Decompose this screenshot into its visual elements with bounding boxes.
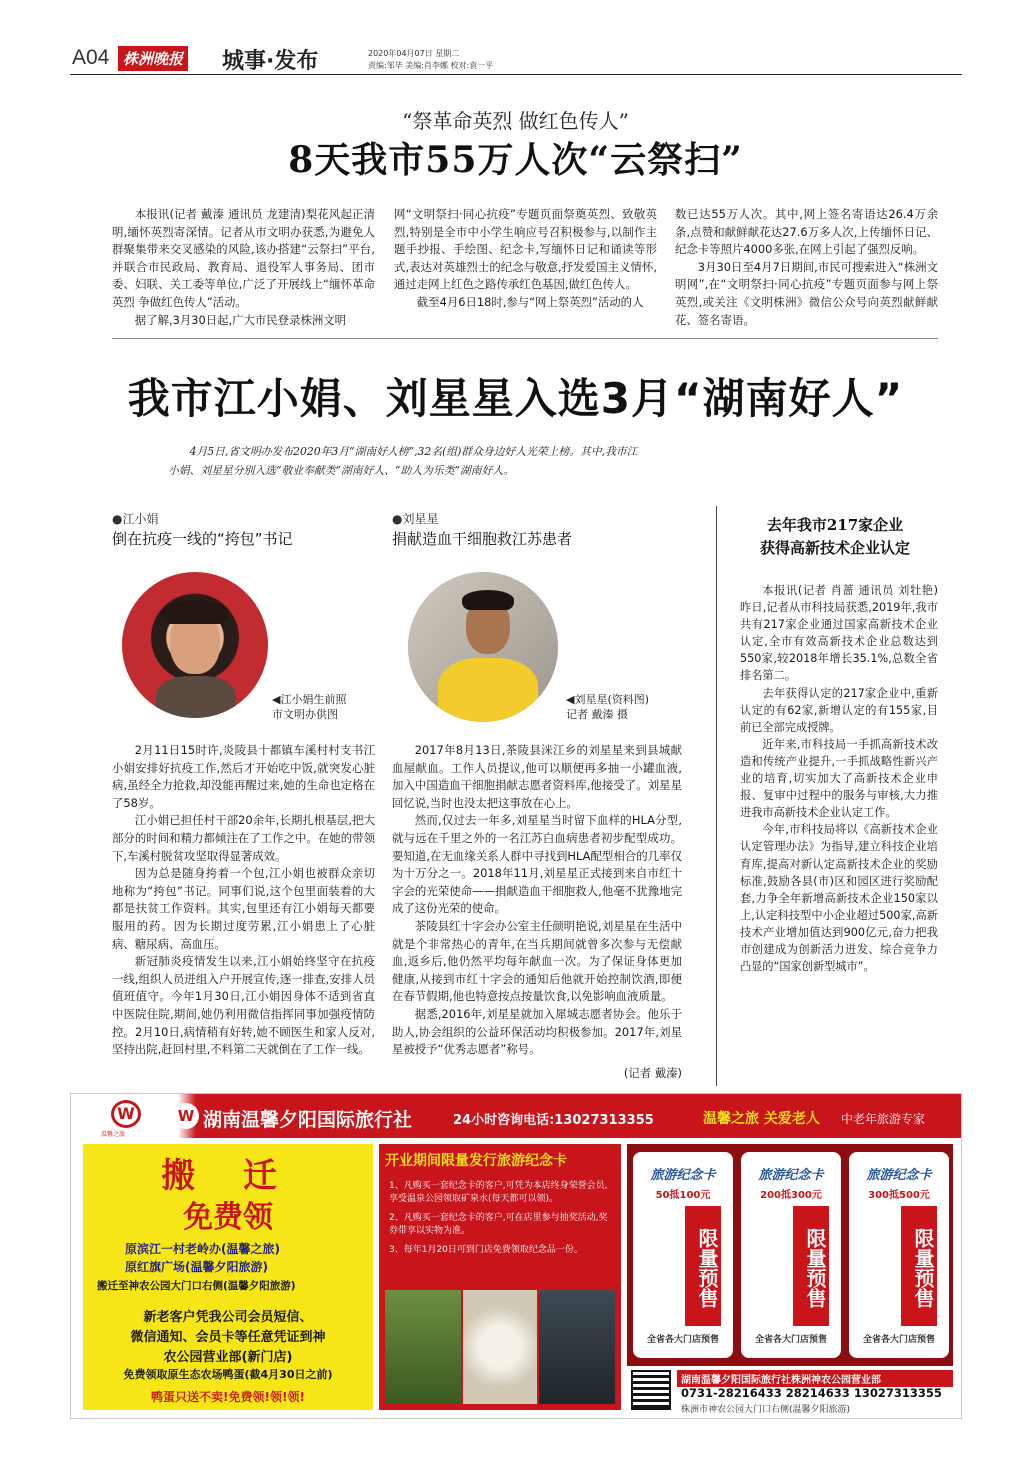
- list-item: 2、凡购买一套纪念卡的客户,可在店里参与抽奖活动,奖券带享以实物为准。: [389, 1213, 608, 1236]
- paragraph: 本报讯(记者 肖蔷 通讯员 刘牡艳)昨日,记者从市科技局获悉,2019年,我市共有217家企业通过国家高新技术企业认定,全市有效高新技术企业总数达到550家,较2018年增长35.1%,总数全省排名第二。: [740, 584, 938, 683]
- ad-card-label: 限量预售: [685, 1206, 721, 1326]
- ad-move-title: 搬 迁: [161, 1156, 295, 1196]
- ad-company: 湖南温馨夕阳国际旅行社: [203, 1109, 413, 1131]
- section-title: 城事·发布: [222, 49, 319, 74]
- ad-address: 株洲市神农公园大门口右侧(温馨夕阳旅游): [681, 1405, 851, 1415]
- paper-logo: 株洲晚报: [118, 46, 188, 71]
- article1-col3: [675, 206, 938, 329]
- list-item: 1、凡购买一套纪念卡的客户,可凭为本店终身荣誉会员,享受温泉公园领取矿泉水(每天都可以领)。: [389, 1181, 608, 1204]
- portrait-jiang-xiaojuan: [122, 572, 268, 718]
- ad-card-title: 旅游纪念卡: [758, 1168, 824, 1183]
- ad-slogan: 温馨之旅 关爱老人: [703, 1111, 820, 1127]
- paragraph: 数已达55万人次。其中,网上签名寄语达26.4万余条,点赞和献鲜献花达27.6万多人次,上传缅怀日记、纪念卡等照片4000多张,在网上引起了强烈反响。: [675, 207, 938, 257]
- paragraph: 据悉,2016年,刘星星就加入犀城志愿者协会。他乐于助人,协会组织的公益环保活动均积极参加。2017年,刘星星被授予“优秀志愿者”称号。: [392, 1006, 682, 1057]
- column-divider: [716, 506, 717, 1086]
- ad-card-title: 旅游纪念卡: [866, 1168, 932, 1183]
- ad-card-title: 开业期间限量发行旅游纪念卡: [385, 1153, 567, 1169]
- paragraph: 本报讯(记者 戴溱 通讯员 龙建清)梨花风起正清明,缅怀英烈寄深情。记者从市文明办获悉,为避免人群聚集带来交叉感染的风险,该办搭建“云祭扫”平台,并联合市民政局、教育局、退役军人事务局、团市委、妇联、关工委等单位,广泛了开展线上“缅怀革命英烈 争做红色传人”活动。: [112, 207, 375, 309]
- ad-notice-2: 微信通知、会员卡等任意凭证到神: [130, 1330, 326, 1345]
- page-number: A04: [72, 46, 110, 69]
- ad-photo-eggs: [385, 1290, 461, 1404]
- ad-logo-icon: W: [111, 1100, 141, 1128]
- ad-card-foot: 全省各大门店预售: [646, 1335, 719, 1345]
- paragraph: 3月30日至4月7日期间,市民可搜索进入“株洲文明网”,在“文明祭扫·同心抗疫”专题页面参与网上祭英烈,或关注《文明株洲》微信公众号向英烈献鲜献花、签名寄语。: [675, 259, 938, 327]
- paragraph: 去年获得认定的217家企业中,重新认定的有62家,新增认定的有155家,目前已全部完成授牌。: [740, 686, 938, 734]
- paragraph: 江小娟已担任村干部20余年,长期扎根基层,把大部分的时间和精力都倾注在了工作之中。在她的带领下,车溪村脱贫攻坚取得显著成效。: [112, 813, 375, 863]
- ad-photo-duck-eggs: [463, 1290, 537, 1404]
- profile-right-name: ●刘星星: [392, 512, 439, 526]
- ad-card: [849, 1152, 949, 1358]
- profile-left-name: ●江小娟: [112, 512, 159, 526]
- paragraph: 茶陵县红十字会办公室主任颜明艳说,刘星星在生活中就是个非常热心的青年,在当兵期间就曾多次参与无偿献血,返乡后,他仍然平均每年献血一次。为了保证身体更加健康,从接到市红十字会的通知后他就开始控制饮酒,即便在春节假期,他也特意按点按量饮食,以免影响血液质量。: [392, 918, 682, 1004]
- ad-card-label: 限量预售: [793, 1206, 829, 1326]
- ad-card-title: 旅游纪念卡: [650, 1168, 716, 1183]
- profile-left-subhead: 倒在抗疫一线的“挎包”书记: [112, 530, 293, 548]
- ad-company-logo: W: [173, 1103, 199, 1129]
- ad-notice-1: 新老客户凭我公司会员短信、: [143, 1310, 313, 1325]
- ad-notice-5: 鸭蛋只送不卖!免费领!领!领!: [151, 1390, 305, 1404]
- article3-body: [740, 582, 938, 975]
- ad-card-rules: [389, 1180, 615, 1263]
- paragraph: 据了解,3月30日起,广大市民登录株洲文明: [134, 312, 347, 327]
- ad-card: [741, 1152, 841, 1358]
- portrait-liu-xingxing: [408, 572, 558, 722]
- ad-card-foot: 全省各大门店预售: [754, 1335, 827, 1345]
- ad-tag: 中老年旅游专家: [841, 1112, 926, 1126]
- paragraph: 网“文明祭扫·同心抗疫”专题页面祭奠英烈、致敬英烈,特别是全市中小学生响应号召积极参与,以制作主题手抄报、手绘图、纪念卡,写缅怀日记和诵读等形式,表达对英雄烈士的纪念与敬意,抒发爱国主义情怀,通过走网上红色之路传承红色基因,做红色传人。: [394, 207, 657, 292]
- editor-credits: 责编:邹毕 美编:肖李娜 校对:袁一平: [368, 61, 494, 70]
- ad-card-foot: 全省各大门店预售: [862, 1335, 935, 1345]
- ad-photo-ducks: [539, 1290, 615, 1404]
- ad-card-label: 限量预售: [901, 1206, 937, 1326]
- article1-divider: [112, 338, 938, 339]
- ad-logo-text: 温馨之旅: [101, 1131, 126, 1138]
- ad-cards-area: [627, 1144, 953, 1366]
- masthead-rule: [70, 74, 962, 75]
- byline: (记者 戴溱): [623, 1065, 682, 1080]
- article3-headline: 去年我市217家企业 获得高新技术企业认定: [759, 516, 910, 557]
- ad-card-price: 200抵300元: [760, 1190, 822, 1201]
- ad-old-address-2: 原红旗广场(温馨夕阳旅游): [125, 1260, 268, 1274]
- paragraph: 然而,仅过去一年多,刘星星当时留下血样的HLA分型,就与远在千里之外的一名江苏白血病患者初步配型成功。要知道,在无血缘关系人群中寻找到HLA配型相合的几率仅为十万分之一。2018年11月,刘星星正式接到来自市红十字会的光荣使命——捐献造血干细胞救人,他毫不犹豫地完成了这份光荣的使命。: [392, 813, 682, 916]
- ad-notice-4: 免费领取原生态农场鸭蛋(截4月30日之前): [123, 1368, 333, 1381]
- ad-move-panel: [83, 1144, 373, 1410]
- paragraph: 2月11日15时许,炎陵县十都镇车溪村村支书江小娟安排好抗疫工作,然后才开始吃中饭,就突发心脏病,虽经全力抢救,却没能再醒过来,她的生命也定格在了58岁。: [112, 743, 375, 810]
- ad-notice-3: 农公园营业部(新门店): [163, 1350, 293, 1365]
- ad-card-price: 50抵100元: [655, 1190, 711, 1201]
- ad-card-panel: [379, 1144, 621, 1410]
- article1-kicker: “祭革命英烈 做红色传人”: [402, 109, 629, 133]
- article1-col1: [112, 206, 375, 329]
- ad-card-price: 300抵500元: [868, 1190, 930, 1201]
- portrait-left-caption: ◀江小娟生前照 市文明办供图: [272, 693, 347, 721]
- paragraph: 因为总是随身挎着一个包,江小娟也被群众亲切地称为“挎包”书记。同事们说,这个包里面装着的大都是扶贫工作资料。其实,包里还有江小娟每天都要服用的药。因为长期过度劳累,江小娟患上了心脏病、糖尿病、高血压。: [112, 866, 375, 951]
- masthead: [70, 44, 970, 74]
- ad-qr-code-icon: [631, 1370, 671, 1410]
- ad-hotline: 24小时咨询电话:13027313355: [453, 1113, 654, 1128]
- profile-right-subhead: 捐献造血干细胞救江苏患者: [392, 530, 573, 548]
- paragraph: 新冠肺炎疫情发生以来,江小娟始终坚守在抗疫一线,组织人员进组入户开展宣传,逐一排查,安排人员值班值守。今年1月30日,江小娟因身体不适到省直中医院住院,期间,她仍利用微信指挥同事加强疫情防控。2月10日,病情稍有好转,她不顾医生和家人反对,坚持出院,赶回村里,不料第二天就倒在了工作一线。: [112, 954, 375, 1057]
- paragraph: 2017年8月13日,茶陵县洣江乡的刘星星来到县城献血屋献血。工作人员提议,他可以顺便再多抽一小罐血液,加入中国造血干细胞捐献志愿者资料库,他接受了。刘星星回忆说,当时也没太把这事放在心上。: [392, 743, 682, 810]
- ad-branch: 湖南温馨夕阳国际旅行社株洲神农公园营业部: [677, 1370, 953, 1387]
- paragraph: 今年,市科技局将以《高新技术企业认定管理办法》为指导,建立科技企业培育库,提高对新认定高新技术企业的奖励标准,鼓励各县(市)区和园区进行奖励配套,力争全年新增高新技术企业150家以上,认定科技型中小企业超过500家,高新技术产业增加值达到900亿元,奋力把我市创建成为创新活力迸发、综合竞争力凸显的“国家创新型城市”。: [740, 823, 938, 974]
- travel-ad: [70, 1093, 962, 1419]
- article2-lead: 4月5日,省文明办发布2020年3月“湖南好人榜”,32名(组)群众身边好人光荣上榜。其中,我市江小娟、刘星星分别入选“敬业奉献类”湖南好人、“助人为乐类”湖南好人。: [168, 445, 638, 477]
- article2-headline: 我市江小娟、刘星星入选3月“湖南好人”: [127, 374, 904, 423]
- profile-left-body: [112, 742, 375, 1059]
- ad-card: [633, 1152, 733, 1358]
- article1-col2: [394, 206, 657, 312]
- ad-phones: 0731-28216433 28214633 13027313355: [681, 1386, 942, 1400]
- ad-new-address: 搬迁至神农公园大门口右侧(温馨夕阳旅游): [97, 1280, 296, 1292]
- ad-move-sub: 免费领: [183, 1200, 273, 1235]
- profile-right-body: [392, 742, 682, 1082]
- list-item: 3、每年1月20日可到门店免费领取纪念品一份。: [389, 1245, 583, 1255]
- portrait-right-caption: ◀刘星星(资料图) 记者 戴溱 摄: [566, 693, 650, 721]
- paragraph: 近年来,市科技局一手抓高新技术改造和传统产业提升,一手抓战略性新兴产业的培育,切实加大了高新技术企业申报、复审中过程中的服务与审核,大力推进我市高新技术企业认定工作。: [740, 737, 938, 820]
- ad-old-address-1: 原滨江一村老岭办(温馨之旅): [125, 1242, 280, 1256]
- issue-date: 2020年04月07日 星期二: [368, 49, 460, 58]
- article1-headline: 8天我市55万人次“云祭扫”: [288, 139, 743, 181]
- paragraph: 截至4月6日18时,参与“网上祭英烈”活动的人: [416, 294, 644, 309]
